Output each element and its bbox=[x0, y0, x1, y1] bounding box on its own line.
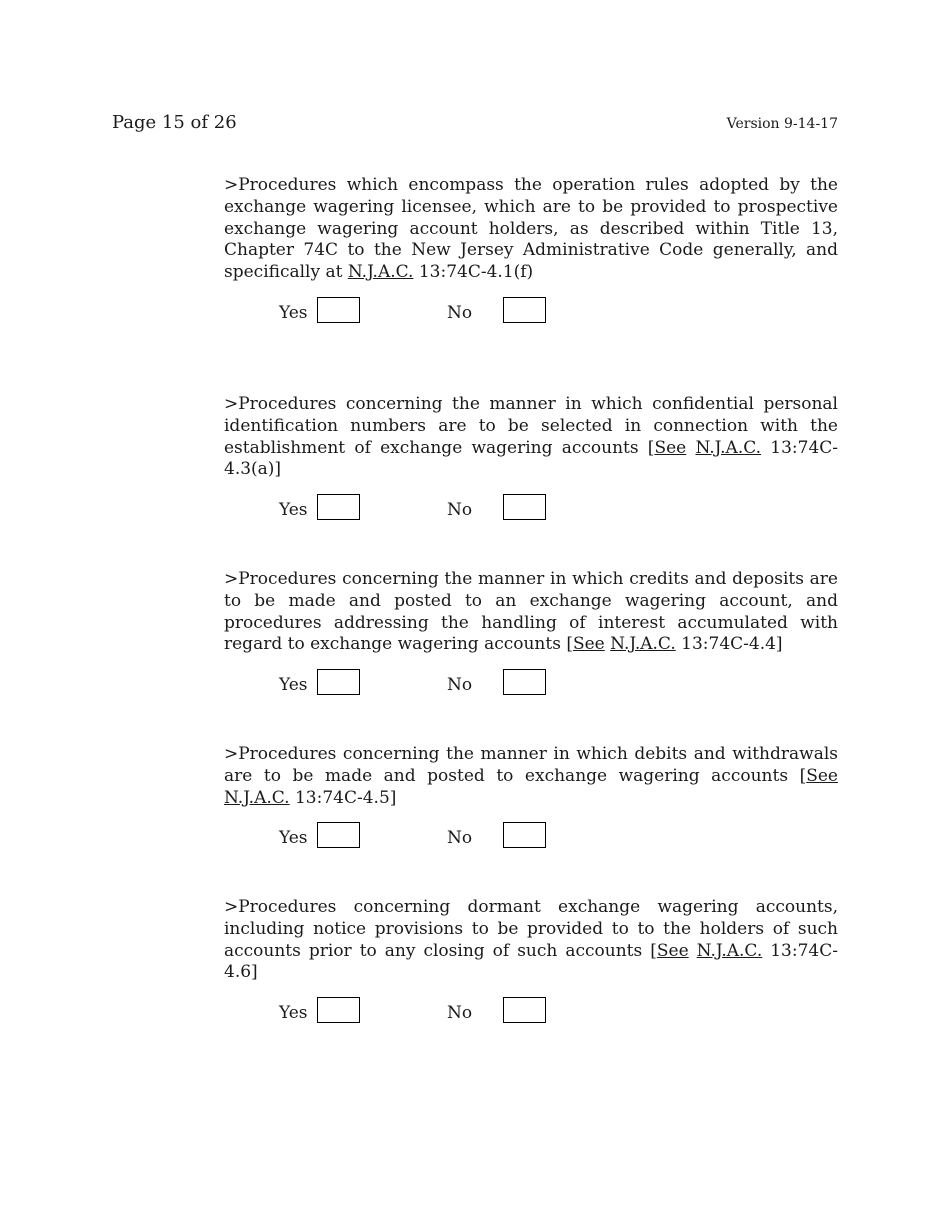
procedure-text bbox=[224, 569, 838, 656]
procedure-text bbox=[224, 897, 838, 984]
njac-reference: N.J.A.C. bbox=[695, 437, 762, 458]
citation: 13:74C-4.3(a)] bbox=[224, 437, 839, 480]
answer-row bbox=[224, 822, 838, 852]
procedure-item-1 bbox=[224, 175, 838, 327]
procedure-text bbox=[224, 175, 838, 284]
no-label: No bbox=[447, 675, 473, 696]
yes-label: Yes bbox=[279, 828, 308, 849]
see-reference: See bbox=[654, 437, 687, 458]
njac-reference: N.J.A.C. bbox=[696, 940, 763, 961]
version-label: Version 9-14-17 bbox=[726, 116, 838, 132]
page-number: Page 15 of 26 bbox=[112, 112, 237, 133]
njac-reference: N.J.A.C. bbox=[347, 262, 414, 283]
citation: 13:74C-4.6] bbox=[224, 940, 838, 983]
answer-row bbox=[224, 494, 838, 524]
see-reference: See bbox=[806, 765, 838, 786]
answer-row bbox=[224, 297, 838, 327]
procedure-item-5 bbox=[224, 897, 838, 1027]
no-label: No bbox=[447, 828, 473, 849]
procedure-text bbox=[224, 394, 838, 481]
yes-checkbox[interactable] bbox=[317, 297, 360, 323]
no-checkbox[interactable] bbox=[503, 494, 546, 520]
yes-label: Yes bbox=[279, 675, 308, 696]
no-checkbox[interactable] bbox=[503, 997, 546, 1023]
see-reference: See bbox=[572, 634, 605, 655]
yes-label: Yes bbox=[279, 302, 308, 323]
citation: 13:74C-4.4] bbox=[675, 634, 783, 655]
yes-checkbox[interactable] bbox=[317, 494, 360, 520]
procedure-item-4 bbox=[224, 744, 838, 852]
procedure-item-2 bbox=[224, 394, 838, 524]
citation: 13:74C-4.5] bbox=[289, 787, 397, 808]
answer-row bbox=[224, 997, 838, 1027]
no-label: No bbox=[447, 1003, 473, 1024]
no-label: No bbox=[447, 500, 473, 521]
yes-checkbox[interactable] bbox=[317, 822, 360, 848]
njac-reference: N.J.A.C. bbox=[610, 634, 676, 655]
procedure-text-body: >Procedures concerning the manner in which credits and deposits are to be made and posted to an exchange wagering account, and procedures addressing the handling of interest accumulated with regard to exchange wagering accounts [ bbox=[224, 569, 838, 655]
see-reference: See bbox=[656, 940, 689, 961]
no-label: No bbox=[447, 302, 473, 323]
procedure-text-body: >Procedures which encompass the operation rules adopted by the exchange wagering licensee, which are to be provided to prospective exchange wagering account holders, as described within Title 13, Chapter 74C to the New Jersey Administrative Code generally, and specifically at bbox=[224, 175, 838, 283]
yes-checkbox[interactable] bbox=[317, 997, 360, 1023]
procedure-text-body: >Procedures concerning the manner in which debits and withdrawals are to be made and posted to exchange wagering accounts [ bbox=[224, 744, 838, 786]
yes-label: Yes bbox=[279, 1003, 308, 1024]
no-checkbox[interactable] bbox=[503, 297, 546, 323]
citation: 13:74C-4.1(f) bbox=[413, 262, 534, 283]
procedure-text bbox=[224, 744, 838, 809]
procedure-text-body: >Procedures concerning the manner in which confidential personal identification numbers are to be selected in connection with the establishment of exchange wagering accounts [ bbox=[224, 394, 838, 458]
procedure-item-3 bbox=[224, 569, 838, 699]
yes-checkbox[interactable] bbox=[317, 669, 360, 695]
no-checkbox[interactable] bbox=[503, 822, 546, 848]
procedure-text-body: >Procedures concerning dormant exchange wagering accounts, including notice provisions to be provided to to the holders of such accounts prior to any closing of such accounts [ bbox=[224, 897, 838, 961]
answer-row bbox=[224, 669, 838, 699]
no-checkbox[interactable] bbox=[503, 669, 546, 695]
njac-reference: N.J.A.C. bbox=[224, 787, 290, 808]
yes-label: Yes bbox=[279, 500, 308, 521]
